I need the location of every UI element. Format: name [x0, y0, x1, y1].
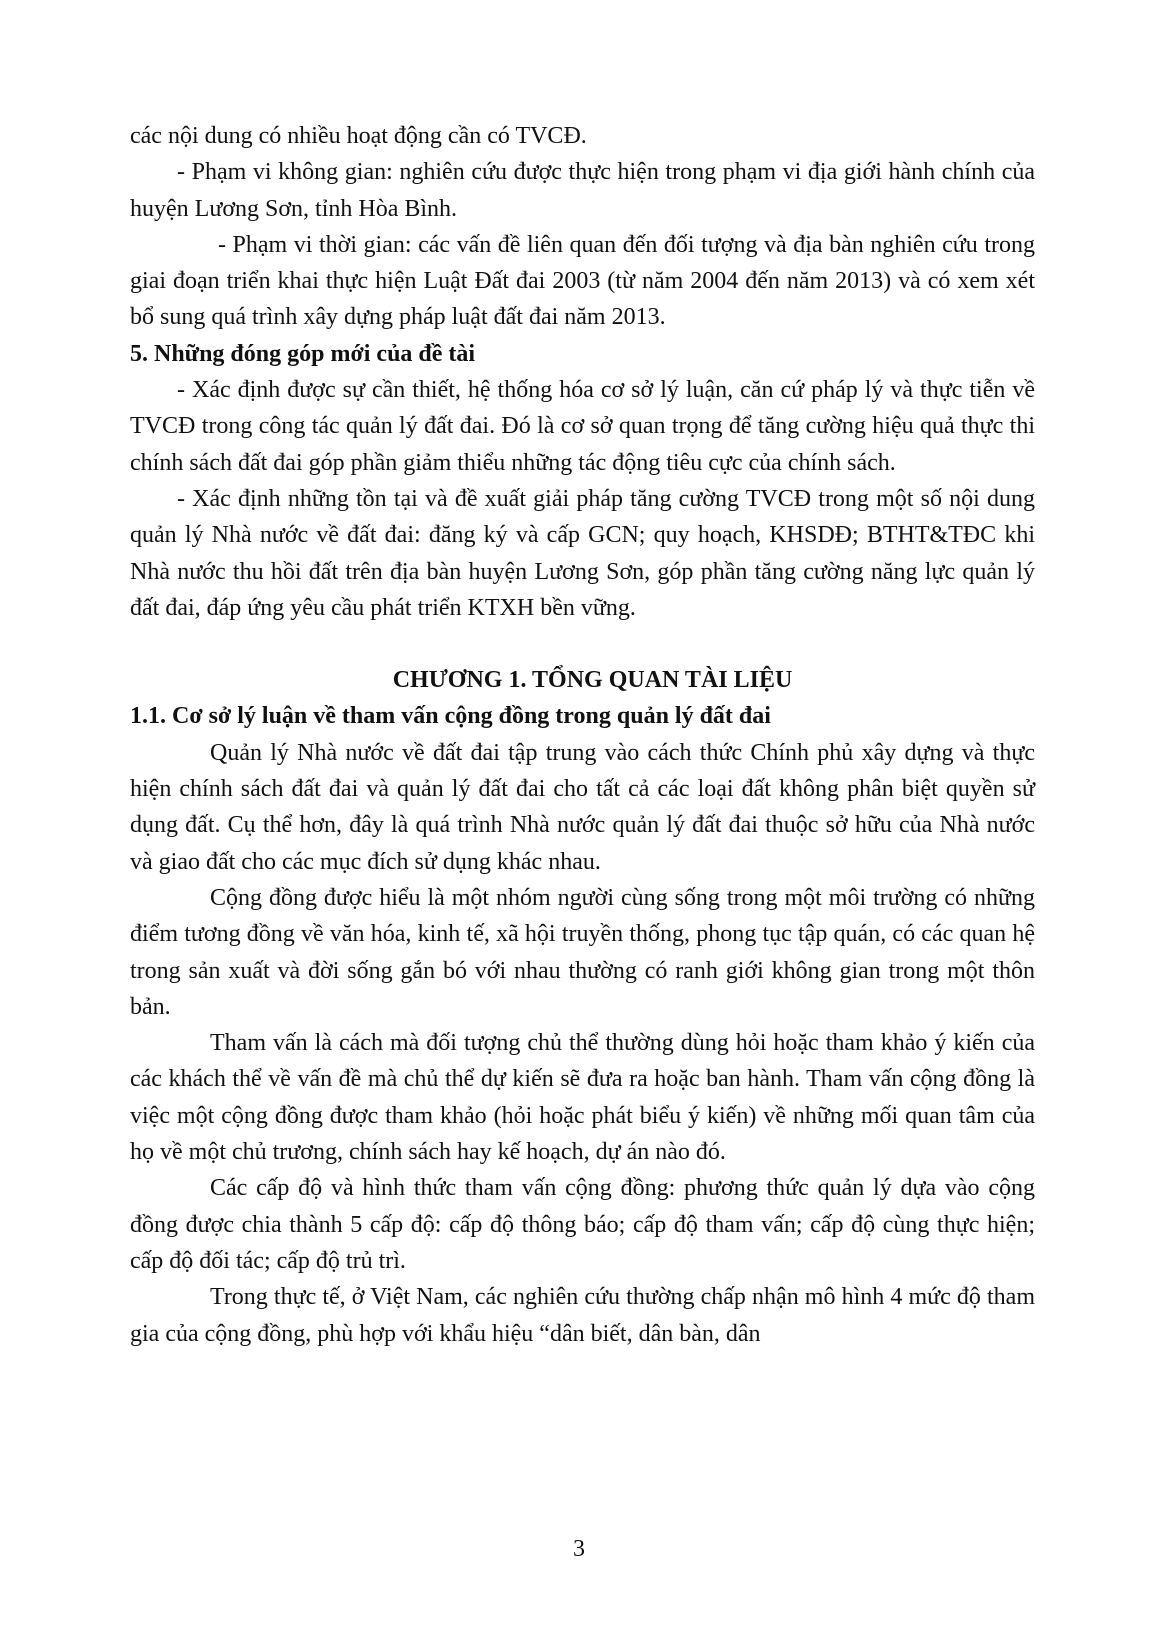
section-5-heading: 5. Những đóng góp mới của đề tài — [130, 340, 476, 367]
paragraph-continuation: các nội dung có nhiều hoạt động cần có TVCĐ. — [130, 123, 587, 149]
paragraph-contribution-1: - Xác định được sự cần thiết, hệ thống hóa cơ sở lý luận, căn cứ pháp lý và thực tiễn về TVCĐ trong công tác quản lý đất đai. Đó là cơ sở quan trọng để tăng cường hiệu quả thực thi chính sách đất đai góp phần giảm thiểu những tác động tiêu cực của chính sách. — [130, 377, 1035, 476]
page-content — [130, 118, 1035, 1352]
paragraph-time-scope: - Phạm vi thời gian: các vấn đề liên quan đến đối tượng và địa bàn nghiên cứu trong giai đoạn triển khai thực hiện Luật Đất đai 2003 (từ năm 2004 đến năm 2013) và có xem xét bổ sung quá trình xây dựng pháp luật đất đai năm 2013. — [130, 231, 1035, 331]
paragraph-consultation-levels: Các cấp độ và hình thức tham vấn cộng đồng: phương thức quản lý dựa vào cộng đồng được chia thành 5 cấp độ: cấp độ thông báo; cấp độ tham vấn; cấp độ cùng thực hiện; cấp độ đối tác; cấp độ trủ trì. — [130, 1175, 1035, 1274]
paragraph-land-management: Quản lý Nhà nước về đất đai tập trung vào cách thức Chính phủ xây dựng và thực hiện chính sách đất đai và quản lý đất đai cho tất cả các loại đất không phân biệt quyền sử dụng đất. Cụ thể hơn, đây là quá trình Nhà nước quản lý đất đai thuộc sở hữu của Nhà nước và giao đất cho các mục đích sử dụng khác nhau. — [130, 739, 1035, 875]
page-number: 3 — [573, 1536, 585, 1562]
paragraph-consultation: Tham vấn là cách mà đối tượng chủ thể thường dùng hỏi hoặc tham khảo ý kiến của các khách thể về vấn đề mà chủ thể dự kiến sẽ đưa ra hoặc ban hành. Tham vấn cộng đồng là việc một cộng đồng được tham khảo (hỏi hoặc phát biểu ý kiến) về những mối quan tâm của họ về một chủ trương, chính sách hay kế hoạch, dự án nào đó. — [130, 1030, 1035, 1166]
section-1-1-heading: 1.1. Cơ sở lý luận về tham vấn cộng đồng trong quản lý đất đai — [130, 703, 771, 730]
chapter-title: CHƯƠNG 1. TỔNG QUAN TÀI LIỆU — [392, 667, 793, 694]
paragraph-contribution-2: - Xác định những tồn tại và đề xuất giải pháp tăng cường TVCĐ trong một số nội dung quản lý Nhà nước về đất đai: đăng ký và cấp GCN; quy hoạch, KHSDĐ; BTHT&TĐC khi Nhà nước thu hồi đất trên địa bàn huyện Lương Sơn, góp phần tăng cường năng lực quản lý đất đai, đáp ứng yêu cầu phát triển KTXH bền vững. — [130, 485, 1035, 621]
paragraph-vietnam-practice: Trong thực tế, ở Việt Nam, các nghiên cứu thường chấp nhận mô hình 4 mức độ tham gia của cộng đồng, phù hợp với khẩu hiệu “dân biết, dân bàn, dân — [130, 1284, 1035, 1347]
paragraph-community: Cộng đồng được hiểu là một nhóm người cùng sống trong một môi trường có những điểm tương đồng về văn hóa, kinh tế, xã hội truyền thống, phong tục tập quán, có các quan hệ trong sản xuất và đời sống gắn bó với nhau thường có ranh giới không gian trong một thôn bản. — [130, 884, 1035, 1020]
paragraph-spatial-scope: - Phạm vi không gian: nghiên cứu được thực hiện trong phạm vi địa giới hành chính của huyện Lương Sơn, tỉnh Hòa Bình. — [130, 159, 1035, 222]
